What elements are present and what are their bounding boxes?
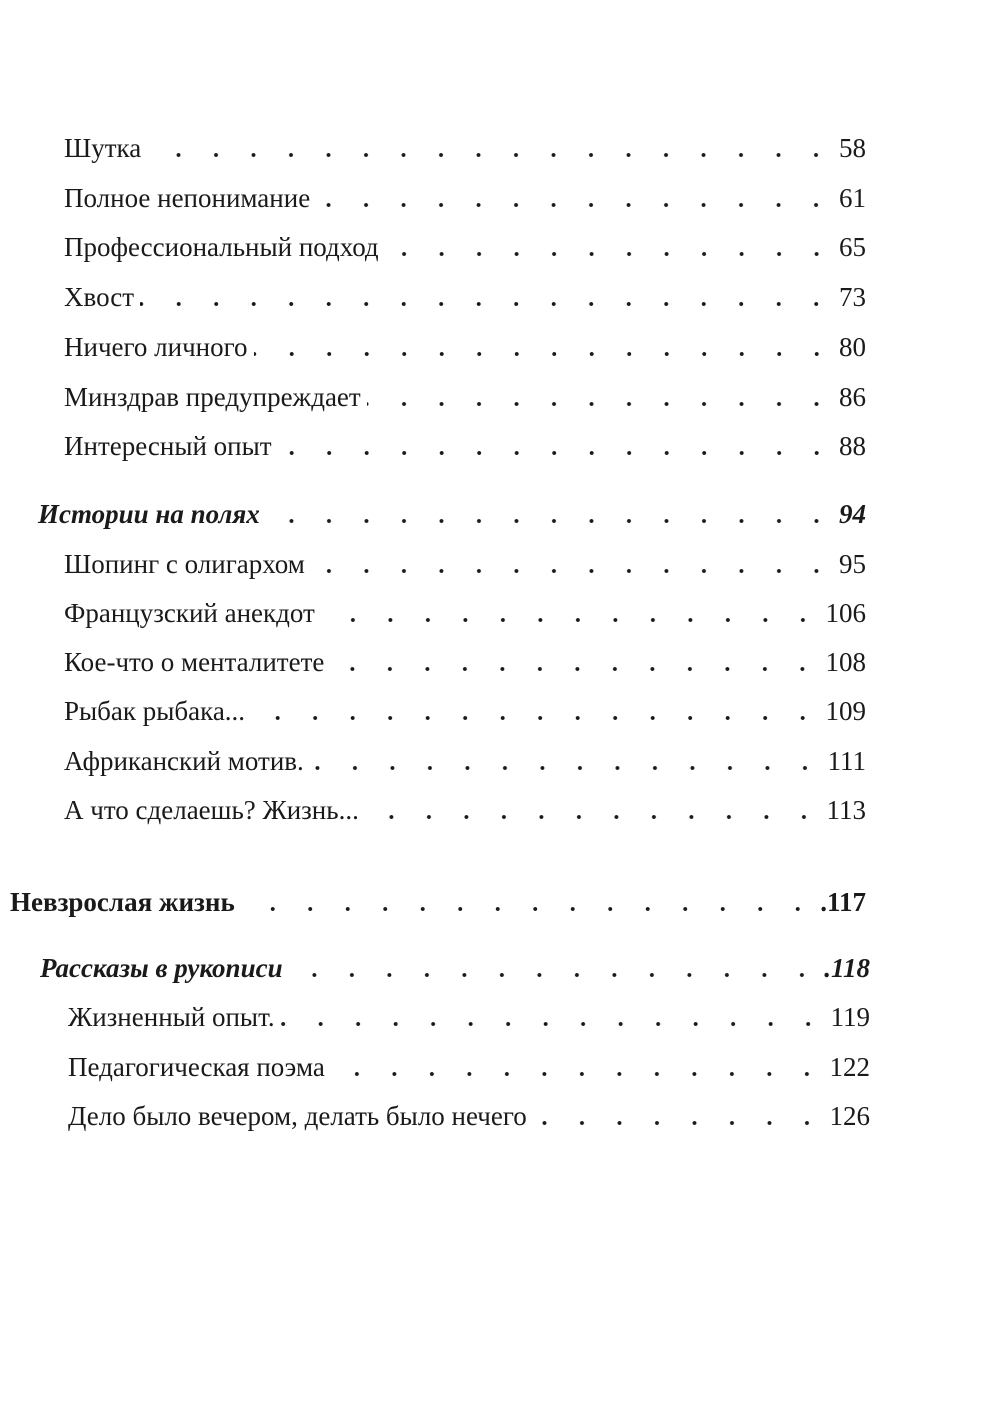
toc-entry-title: Шутка [64, 133, 142, 163]
dot-leader [321, 596, 822, 630]
toc-entry [64, 280, 866, 314]
toc-entry [64, 429, 866, 463]
dot-leader [316, 181, 835, 215]
toc-entry-title: Полное непонимание [64, 183, 311, 213]
toc-entry [64, 131, 866, 165]
dot-leader [311, 547, 835, 581]
toc-entry-page: .117 [820, 887, 866, 917]
toc-part [10, 885, 866, 919]
toc-entry-title: Рыбак рыбака... [64, 696, 246, 726]
toc-entry-page: 65 [839, 232, 866, 262]
dot-leader [241, 885, 816, 919]
dot-leader [147, 131, 835, 165]
toc-entry-page: 94 [839, 499, 866, 529]
toc-entry-page: 106 [825, 598, 866, 628]
toc-entry-title: Интересный опыт [64, 431, 272, 461]
toc-entry-title: Ничего личного [64, 332, 248, 362]
dot-leader [289, 951, 821, 985]
dot-leader [330, 645, 821, 679]
toc-entry-page: 58 [839, 133, 866, 163]
toc-entry-title: Хвост [64, 282, 135, 312]
dot-leader [278, 429, 835, 463]
toc-entry [64, 547, 866, 581]
toc-entry [68, 1099, 870, 1133]
toc-entry-title: Кое-что о менталитете [64, 647, 325, 677]
toc-entry-page: .118 [824, 953, 870, 983]
toc-entry-title: Невзрослая жизнь [10, 887, 235, 917]
toc-entry [64, 330, 866, 364]
toc-entry-page: 86 [839, 382, 866, 412]
toc-entry-page: 61 [839, 183, 866, 213]
dot-leader [367, 380, 835, 414]
toc-entry-page: 73 [839, 282, 866, 312]
toc-entry [64, 181, 866, 215]
toc-section [38, 497, 866, 531]
dot-leader [533, 1099, 826, 1133]
toc-entry-title: Дело было вечером, делать было нечего [68, 1101, 527, 1131]
dot-leader [266, 497, 835, 531]
toc-entry-page: 95 [839, 549, 866, 579]
dot-leader [385, 230, 835, 264]
toc-entry-page: 126 [829, 1101, 870, 1131]
toc-entry-title: Африканский мотив. [64, 746, 304, 776]
toc-entry-title: Жизненный опыт. [68, 1002, 275, 1032]
toc-entry-title: А что сделаешь? Жизнь... [64, 795, 359, 825]
toc-entry-page: 113 [826, 795, 866, 825]
toc-entry-title: Шопинг с олигархом [64, 549, 305, 579]
toc-entry [64, 694, 866, 728]
toc-entry-title: Истории на полях [38, 499, 260, 529]
dot-leader [254, 330, 835, 364]
dot-leader [251, 694, 821, 728]
toc-entry [64, 380, 866, 414]
dot-leader [365, 793, 823, 827]
dot-leader [331, 1050, 826, 1084]
dot-leader [140, 280, 835, 314]
dot-leader [281, 1000, 827, 1034]
toc-entry [68, 1050, 870, 1084]
toc-entry-title: Профессиональный подход [64, 232, 379, 262]
toc-entry-page: 122 [829, 1052, 870, 1082]
toc-entry-page: 119 [830, 1002, 870, 1032]
toc-entry [64, 793, 866, 827]
toc-entry [64, 596, 866, 630]
toc-entry [68, 1000, 870, 1034]
toc-entry-page: 88 [839, 431, 866, 461]
toc-section [40, 951, 870, 985]
toc-entry-page: 80 [839, 332, 866, 362]
toc-entry [64, 645, 866, 679]
toc-entry-title: Французский анекдот [64, 598, 315, 628]
toc-entry-title: Минздрав предупреждает [64, 382, 361, 412]
toc-entry-page: 111 [827, 746, 866, 776]
toc-entry-page: 108 [825, 647, 866, 677]
toc-entry-title: Рассказы в рукописи [40, 953, 283, 983]
dot-leader [310, 744, 824, 778]
toc-entry-page: 109 [825, 696, 866, 726]
toc-entry [64, 744, 866, 778]
toc-entry-title: Педагогическая поэма [68, 1052, 325, 1082]
toc-entry [64, 230, 866, 264]
